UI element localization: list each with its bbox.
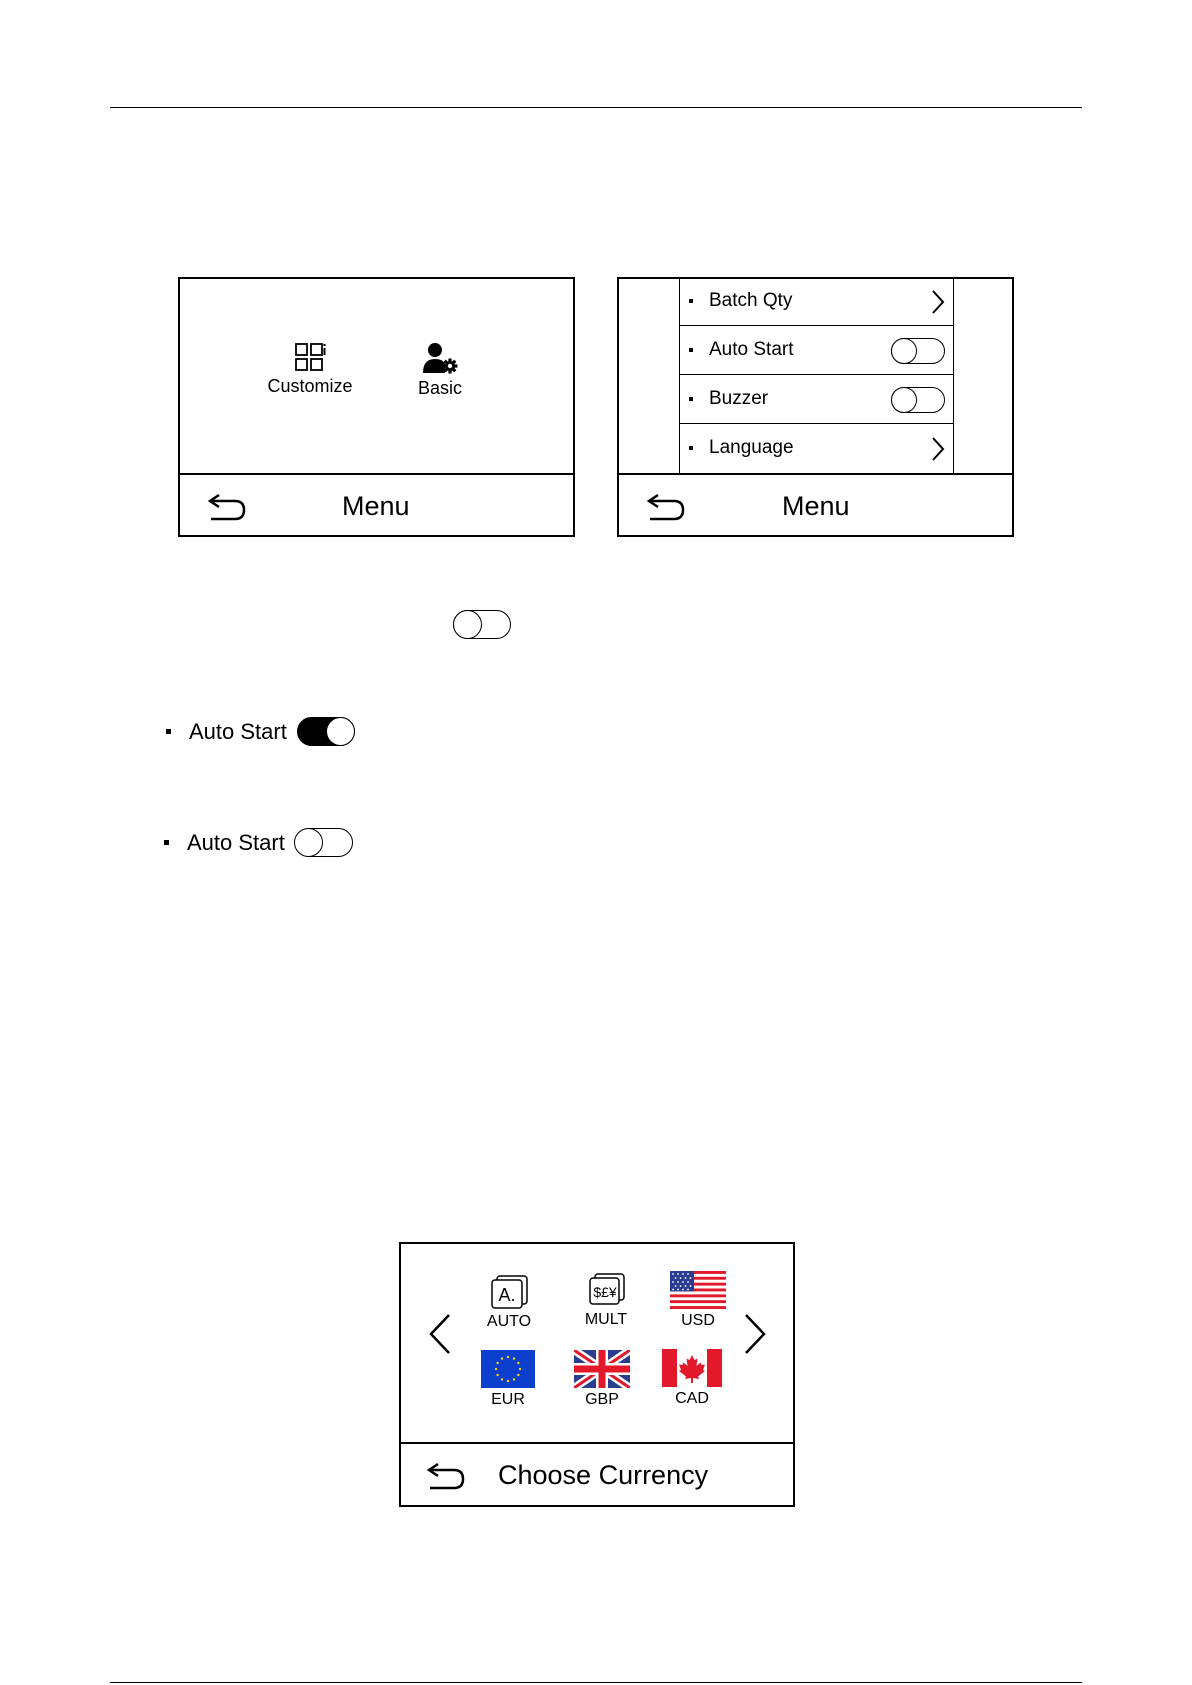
currency-code: EUR [491,1391,525,1408]
eu-flag-icon [481,1350,535,1388]
mult-icon-text: $£¥ [593,1284,617,1300]
settings-item-language[interactable] [680,424,953,473]
toggle-knob [453,610,482,639]
footer-title: Choose Currency [498,1460,709,1490]
toggle-knob [326,717,355,746]
basic-settings-screen [617,277,1014,537]
footer-rule [110,1682,1082,1683]
menu-screen [178,277,575,537]
customize-label: Customize [267,376,353,396]
uk-flag-icon [574,1350,630,1388]
toggle-knob [891,338,917,364]
buzzer-toggle[interactable] [891,387,945,413]
settings-list [679,277,954,475]
bullet [164,840,169,845]
footer-title: Menu [782,491,850,521]
back-arrow-icon[interactable] [646,492,686,522]
example-label: Auto Start [187,829,285,855]
chevron-right-icon[interactable] [742,1312,768,1356]
canada-flag-icon [662,1349,722,1387]
bullet [689,446,693,450]
currency-auto[interactable] [469,1274,549,1331]
currency-code: MULT [584,1311,628,1328]
grid-icon [294,342,326,372]
auto-start-on-example [166,717,355,746]
usa-flag-icon [670,1271,726,1309]
toggle-knob [294,828,323,857]
multi-currency-icon [585,1272,627,1308]
footer-title: Menu [342,491,410,521]
toggle-off[interactable] [295,828,353,857]
back-arrow-icon[interactable] [207,492,247,522]
header-rule [110,107,1082,108]
settings-item-batch-qty[interactable] [680,277,953,326]
user-gear-icon [421,342,459,374]
bullet [689,397,693,401]
currency-code: GBP [585,1391,619,1408]
settings-item-label: Batch Qty [709,290,793,311]
basic-tile[interactable] [405,342,475,399]
settings-item-label: Buzzer [709,388,769,409]
bullet [166,729,171,734]
settings-item-label: Auto Start [709,339,794,360]
auto-icon-text: A. [498,1285,516,1305]
basic-label: Basic [417,378,462,398]
bullet [689,348,693,352]
toggle-knob [891,387,917,413]
auto-start-toggle[interactable] [891,338,945,364]
menu-footer [619,473,1012,535]
currency-mult[interactable] [566,1272,646,1329]
currency-footer [401,1442,793,1505]
example-label: Auto Start [189,718,287,744]
toggle-switch-icon [453,610,511,639]
chevron-right-icon[interactable] [931,436,945,462]
currency-gbp[interactable] [562,1350,642,1409]
chevron-left-icon[interactable] [427,1312,453,1356]
menu-footer [180,473,573,535]
auto-mode-icon [488,1274,530,1310]
currency-code: USD [681,1312,715,1329]
customize-tile[interactable] [260,342,360,397]
choose-currency-screen [399,1242,795,1507]
currency-usd[interactable] [658,1271,738,1330]
currency-code: CAD [675,1390,709,1407]
settings-item-label: Language [709,437,794,458]
currency-code: AUTO [486,1313,532,1330]
currency-cad[interactable] [652,1349,732,1408]
auto-start-off-example [164,828,353,857]
settings-item-auto-start[interactable] [680,326,953,375]
toggle-on[interactable] [297,717,355,746]
chevron-right-icon[interactable] [931,289,945,315]
currency-eur[interactable] [468,1350,548,1409]
bullet [689,299,693,303]
back-arrow-icon[interactable] [426,1461,466,1491]
settings-item-buzzer[interactable] [680,375,953,424]
